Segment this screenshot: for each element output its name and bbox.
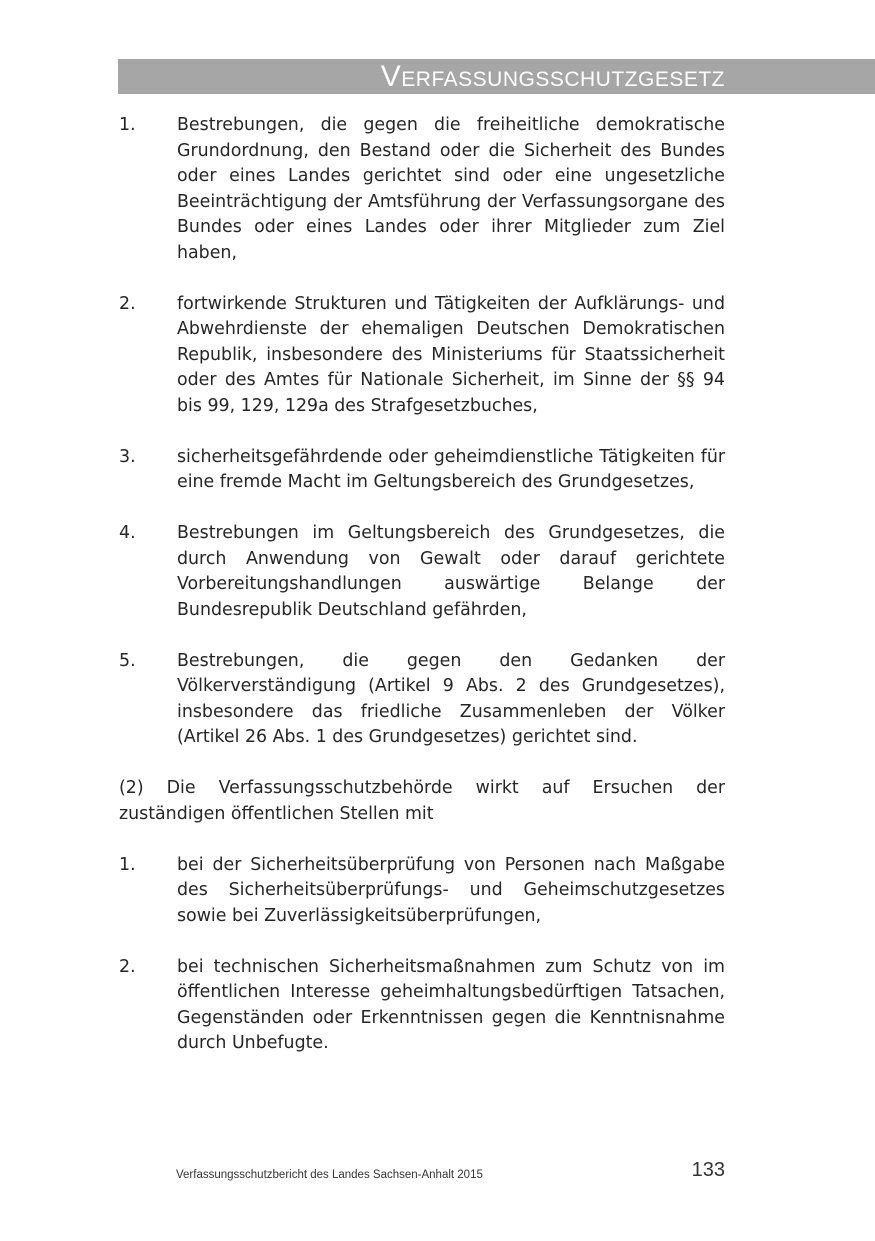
list-item [119,113,725,266]
list-item-text: Bestrebungen im Geltungsbereich des Grundgesetzes, die durch Anwendung von Gewalt oder darauf gerichtete Vorbereitungshandlungen auswärtige Belange der Bundesrepublik Deutschland gefährden, [177,523,725,620]
list-item [119,445,725,496]
list-item-number: 3. [119,446,136,467]
list-item-number: 1. [119,854,136,875]
list-item-number: 1. [119,115,136,135]
header-bar [118,59,875,94]
list-item [119,292,725,420]
list-item-number: 5. [119,650,136,671]
list-item-text: fortwirkende Strukturen und Tätigkeiten der Aufklärungs- und Abwehrdienste der ehemaligen Deutschen Demokratischen Republik, insbesondere des Ministeriums für Staatssicherheit oder des Amtes für Nationale Sicherheit, im Sinne der §§ 94 bis 99, 129, 129a des Strafgesetzbuches, [177,293,725,416]
list-item [119,955,725,1057]
list-item-number: 2. [119,293,136,314]
list-item [119,649,725,751]
list-item [119,853,725,930]
footer-title: Verfassungsschutzbericht des Landes Sachsen-Anhalt 2015 [176,1169,483,1181]
list-item-number: 4. [119,523,136,543]
list-item-text: bei der Sicherheitsüberprüfung von Personen nach Maßgabe des Sicherheitsüberprüfungs- und Geheimschutzgesetzes sowie bei Zuverlässigkeitsüberprüfungen, [177,854,725,926]
list-item [119,521,725,623]
paragraph-2: (2) Die Verfassungsschutzbehörde wirkt auf Ersuchen der zuständigen öffentlichen Stellen mit [119,778,725,824]
document-body [119,113,725,1082]
page-number: 133 [691,1159,725,1181]
list-item-text: Bestrebungen, die gegen die freiheitliche demokratische Grundordnung, den Bestand oder die Sicherheit des Bundes oder eines Landes gerichtet sind oder eine ungesetzliche Beeinträchtigung der Amtsführung der Verfassungsorgane des Bundes oder eines Landes oder ihrer Mitglieder zum Ziel haben, [177,115,725,263]
list-item-text: sicherheitsgefährdende oder geheimdienstliche Tätigkeiten für eine fremde Macht im Geltungsbereich des Grundgesetzes, [177,446,725,492]
list-item-text: Bestrebungen, die gegen den Gedanken der Völkerverständigung (Artikel 9 Abs. 2 des Grundgesetzes), insbesondere das friedliche Zusammenleben der Völker (Artikel 26 Abs. 1 des Grundgesetzes) gerichtet sind. [177,650,725,747]
list-item-number: 2. [119,956,136,977]
list-item-text: bei technischen Sicherheitsmaßnahmen zum Schutz von im öffentlichen Interesse geheimhaltungsbedürftigen Tatsachen, Gegenständen oder Erkenntnissen gegen die Kenntnisnahme durch Unbefugte. [177,956,725,1053]
page-header-title: Verfassungsschutzgesetz [380,60,725,93]
